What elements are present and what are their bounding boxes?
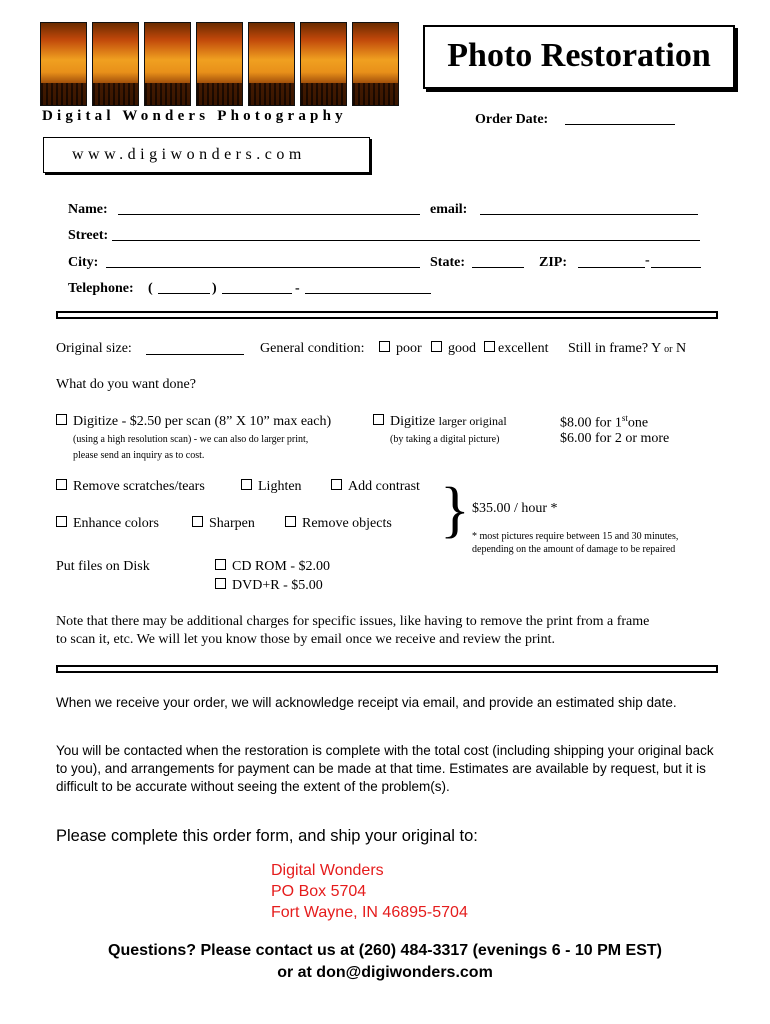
condition-poor-option[interactable] [379,341,422,357]
original-size-field[interactable] [146,354,244,355]
city-field[interactable] [106,267,420,268]
ship-instructions: Please complete this order form, and ship your original to: [56,827,478,845]
condition-excellent-option[interactable] [484,341,549,357]
city-label: City: [68,255,99,270]
email-field[interactable] [480,214,698,215]
section-divider [56,311,718,319]
checkbox[interactable] [56,414,67,425]
condition-good-option[interactable] [431,341,476,357]
additional-charges-note: Note that there may be additional charges for specific issues, like having to remove the print from a frame [56,614,650,629]
sunset-panel [352,22,399,106]
additional-charges-note: to scan it, etc. We will let you know those by email once we receive and review the print. [56,632,555,647]
brand-name: Digital Wonders Photography [42,108,347,124]
zip-dash: - [645,253,650,268]
section-divider [56,665,718,673]
price-first [560,413,648,432]
title-box [423,25,735,89]
checkbox[interactable] [56,479,67,490]
option-label: Remove scratches/tears [73,479,205,494]
sunset-panel [248,22,295,106]
checkbox[interactable] [285,516,296,527]
website-box [43,137,370,173]
state-label: State: [430,255,465,270]
receipt-paragraph: When we receive your order, we will acknowledge receipt via email, and provide an estimated ship date. [56,695,677,710]
price-text: one [627,415,649,431]
remove-objects-option[interactable] [285,516,392,532]
hourly-note: * most pictures require between 15 and 30 minutes, [472,531,679,542]
checkbox[interactable] [241,479,252,490]
option-label: Digitize - $2.50 per scan (8” X 10” max each) [73,414,332,429]
checkbox[interactable] [192,516,203,527]
checkbox[interactable] [484,341,495,352]
zip-label: ZIP: [539,255,567,270]
tel-open-paren: ( [148,281,153,296]
address-line: PO Box 5704 [271,883,367,900]
frame-yes[interactable]: Y [651,341,661,356]
option-label: Remove objects [302,516,392,531]
digitize-note: (using a high resolution scan) - we can also do larger print, [73,434,309,445]
sunset-panel [196,22,243,106]
street-label: Street: [68,228,109,243]
option-label: Digitize [390,414,436,429]
contact-email-line[interactable]: or at don@digiwonders.com [277,964,493,981]
address-line: Digital Wonders [271,862,384,879]
phone-line-field[interactable] [305,293,431,294]
questions-line: Questions? Please contact us at (260) 484-3317 (evenings 6 - 10 PM EST) [108,942,662,959]
checkbox[interactable] [56,516,67,527]
disk-label: Put files on Disk [56,559,150,574]
enhance-colors-option[interactable] [56,516,159,532]
order-date-field[interactable] [565,124,675,125]
website-url[interactable]: www.digiwonders.com [72,146,306,163]
tel-close-paren: ) [212,281,217,296]
sunset-panel [300,22,347,106]
zip4-field[interactable] [651,267,701,268]
sunset-panel [92,22,139,106]
option-label: Lighten [258,479,302,494]
original-size-label: Original size: [56,341,132,356]
option-label: DVD+R - $5.00 [232,578,323,593]
option-label: CD ROM - $2.00 [232,559,331,574]
price-sup: st [621,413,628,423]
checkbox[interactable] [215,578,226,589]
option-label: excellent [498,341,549,356]
sharpen-option[interactable] [192,516,255,532]
hourly-note: depending on the amount of damage to be repaired [472,544,676,555]
checkbox[interactable] [331,479,342,490]
tel-dash: - [295,281,300,296]
sunset-panel [40,22,87,106]
option-label: good [448,341,476,356]
state-field[interactable] [472,267,524,268]
sunset-logo-strip [40,22,400,106]
name-field[interactable] [118,214,420,215]
area-code-field[interactable] [158,293,210,294]
order-date-label: Order Date: [475,112,549,127]
lighten-option[interactable] [241,479,302,495]
street-field[interactable] [112,240,700,241]
frame-or: or [664,344,673,355]
services-question: What do you want done? [56,377,196,392]
price-text: $8.00 for 1 [560,415,622,431]
hourly-rate: $35.00 / hour * [472,501,558,516]
option-label: Enhance colors [73,516,159,531]
name-label: Name: [68,202,108,217]
frame-no[interactable]: N [676,341,687,356]
cd-rom-option[interactable] [215,559,330,575]
zip-field[interactable] [578,267,645,268]
sunset-panel [144,22,191,106]
address-line: Fort Wayne, IN 46895-5704 [271,904,468,921]
condition-label: General condition: [260,341,365,356]
telephone-label: Telephone: [68,281,134,296]
checkbox[interactable] [379,341,390,352]
checkbox[interactable] [431,341,442,352]
page-title: Photo Restoration [447,37,711,74]
digitize-larger-option[interactable] [373,414,507,430]
option-label: larger original [438,414,507,428]
price-more: $6.00 for 2 or more [560,431,670,446]
checkbox[interactable] [215,559,226,570]
digitize-note: please send an inquiry as to cost. [73,450,205,461]
dvd-option[interactable] [215,578,323,594]
option-label: Sharpen [209,516,255,531]
digitize-option[interactable] [56,414,331,430]
phone-prefix-field[interactable] [222,293,292,294]
checkbox[interactable] [373,414,384,425]
option-label: poor [396,341,422,356]
add-contrast-option[interactable] [331,479,420,495]
still-in-frame [568,341,686,357]
remove-scratches-option[interactable] [56,479,205,495]
option-label: Add contrast [348,479,420,494]
brace-glyph: } [440,476,470,544]
email-label: email: [430,202,468,217]
frame-question: Still in frame? [568,341,649,356]
contact-paragraph: You will be contacted when the restoration is complete with the total cost (including shipping your original back to you), and arrangements for payment can be made at that time. Estimates are available by request, but it is difficult to be accurate without seeing the extent of the problem(s). [56,743,714,794]
digitize-larger-note: (by taking a digital picture) [390,434,500,445]
